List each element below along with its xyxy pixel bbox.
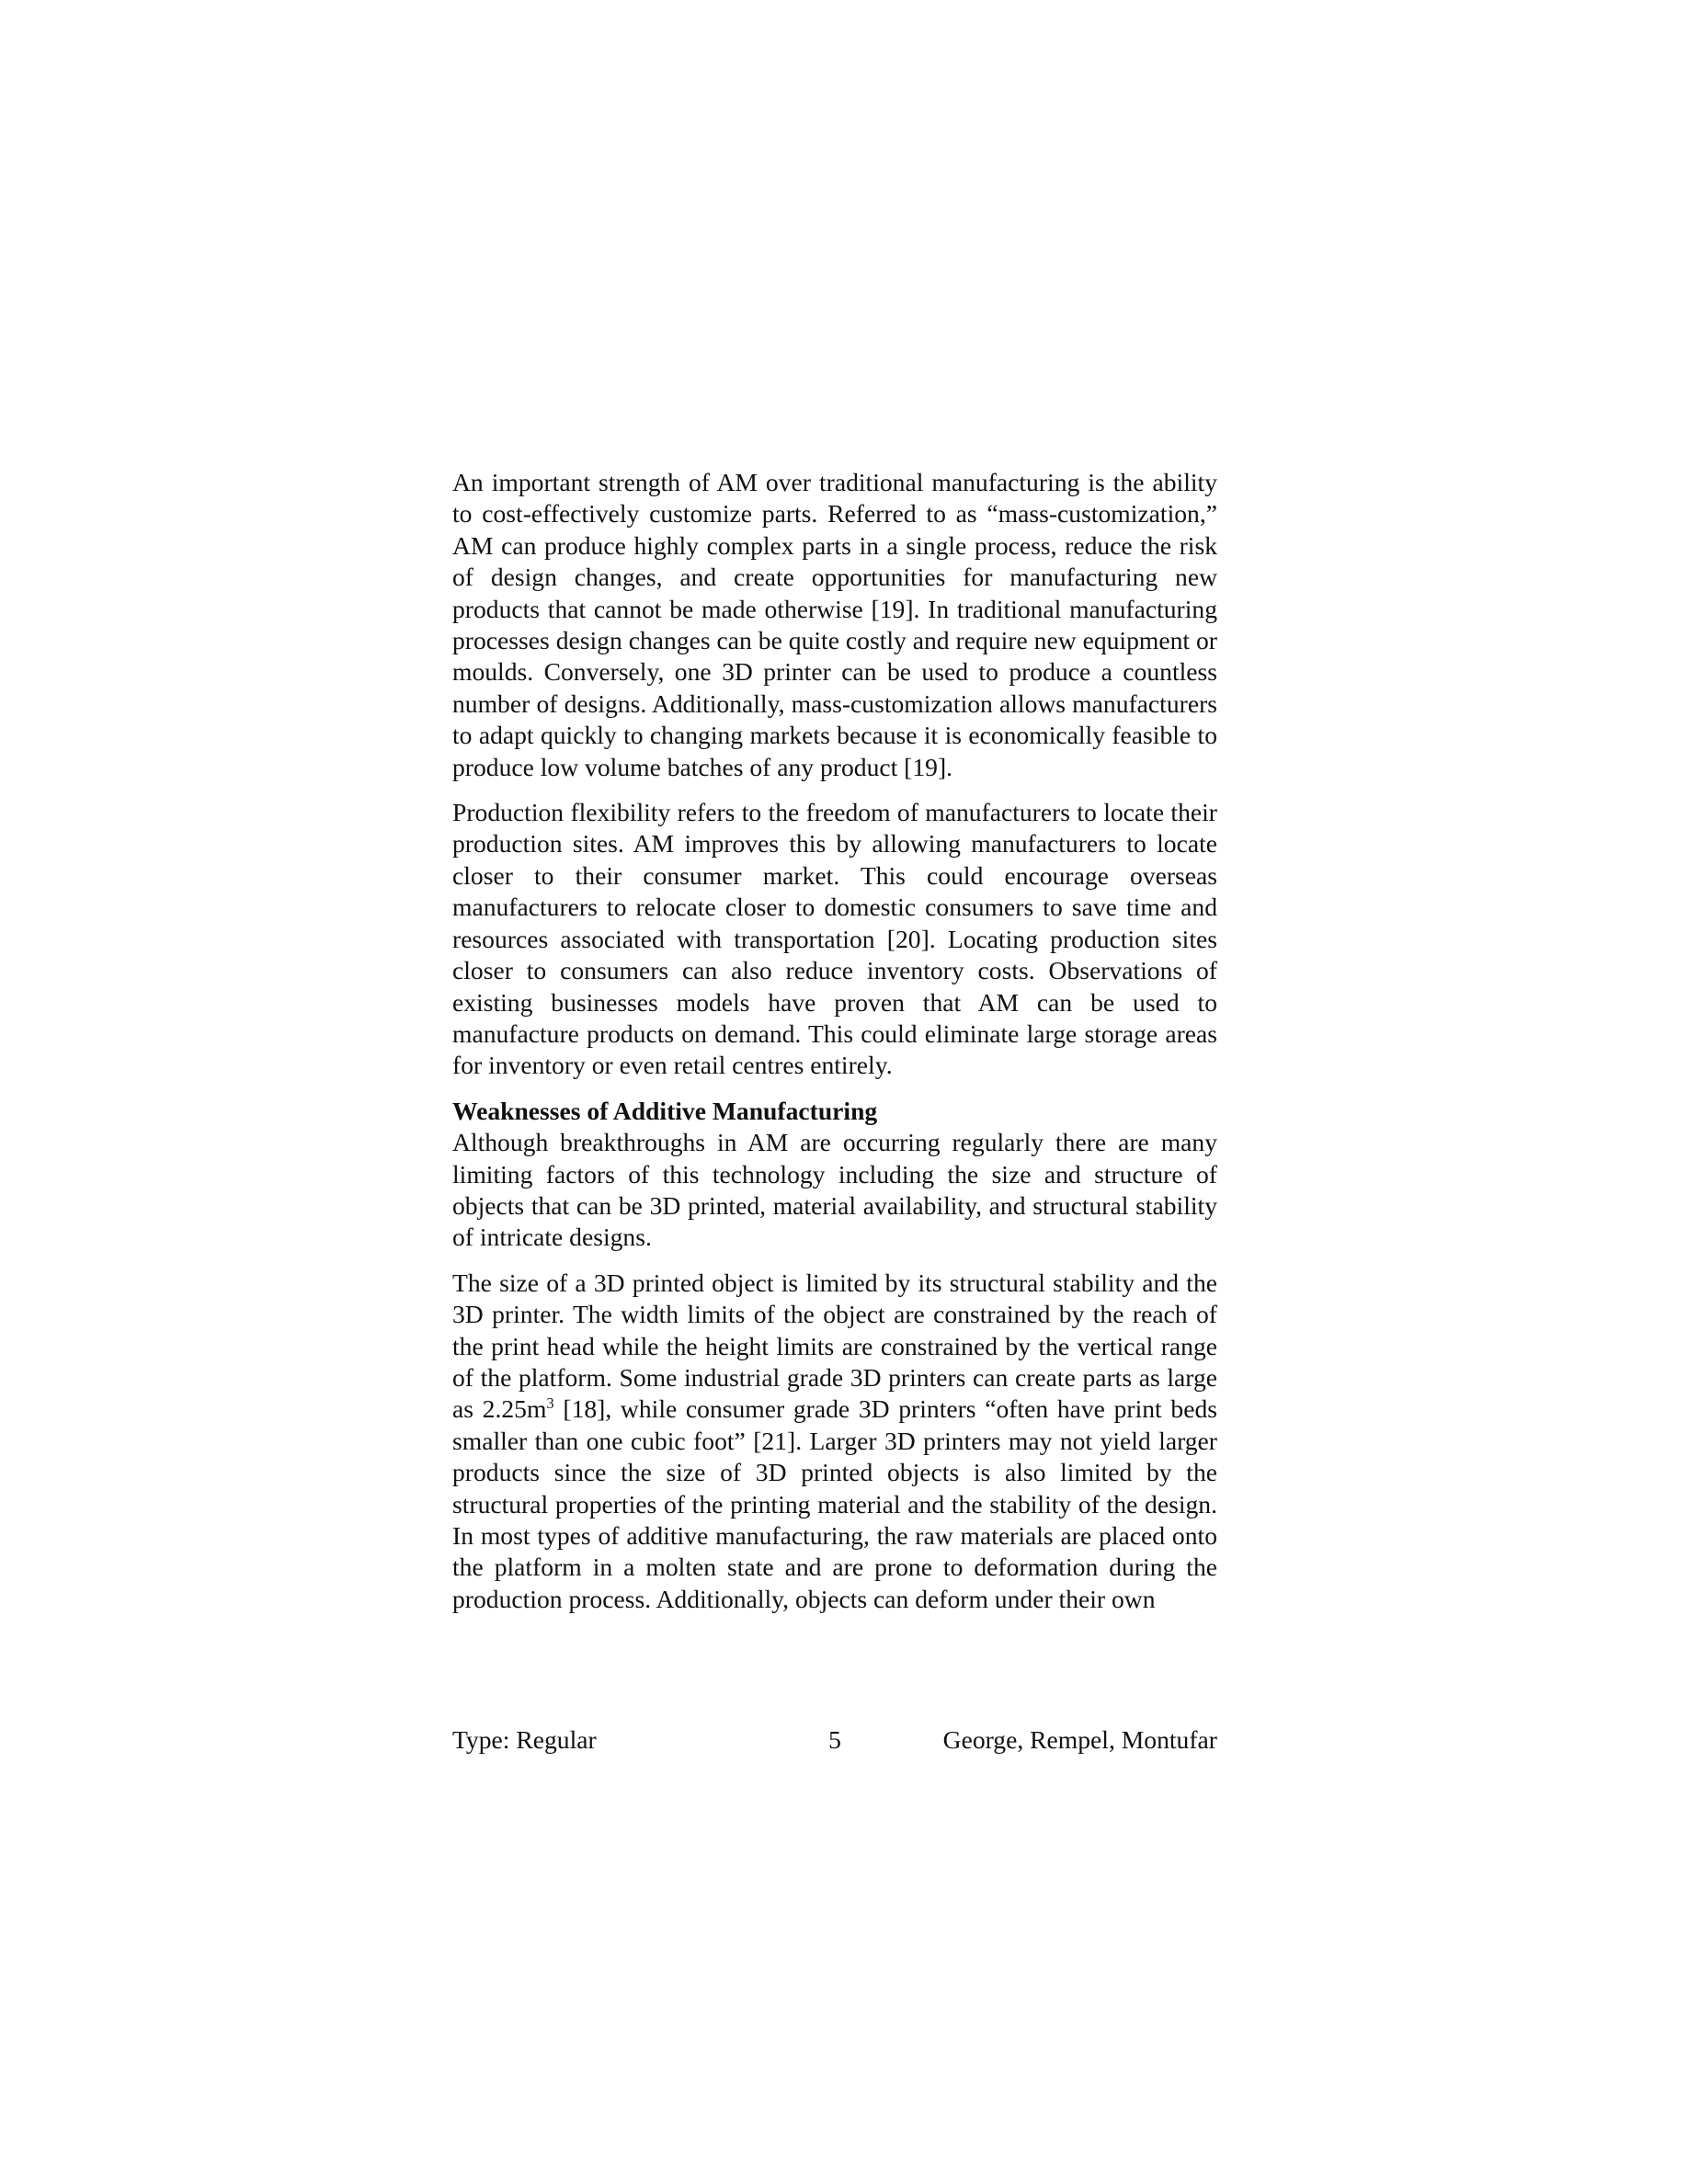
paragraph-size-limits-part1: The size of a 3D printed object is limited by its structural stability and the 3D printer. The width limits of the object are constrained by the reach of the print head while the height limits are constrained by the vertical range of the platform. Some industrial grade 3D printers can create parts as large as 2.25m xyxy=(452,1268,1217,1424)
footer-authors: George, Rempel, Montufar xyxy=(942,1725,1217,1754)
body-text xyxy=(452,467,1217,1629)
superscript-cubed: 3 xyxy=(546,1394,554,1413)
page-footer xyxy=(452,1724,1217,1761)
paragraph-size-limits-part2: [18], while consumer grade 3D printers “often have print beds smaller than one cubic foot” [21]. Larger 3D printers may not yield larger products since the size of 3D printed objects is also limited by the structural properties of the printing material and the stability of the design. In most types of additive manufacturing, the raw materials are placed onto the platform in a molten state and are prone to deformation during the production process. Additionally, objects can deform under their own xyxy=(452,1394,1217,1613)
paragraph-size-limits xyxy=(452,1268,1217,1615)
footer-page-number: 5 xyxy=(828,1725,841,1754)
paragraph-limiting-factors: Although breakthroughs in AM are occurring regularly there are many limiting factors of this technology including the size and structure of objects that can be 3D printed, material availability, and structural stability of intricate designs. xyxy=(452,1128,1217,1252)
footer-type-label: Type: Regular xyxy=(452,1725,597,1754)
section-heading-weaknesses: Weaknesses of Additive Manufacturing xyxy=(452,1096,878,1125)
paragraph-production-flexibility: Production flexibility refers to the freedom of manufacturers to locate their production sites. AM improves this by allowing manufacturers to locate closer to their consumer market. This could encourage overseas manufacturers to relocate closer to domestic consumers to save time and resources associated with transportation [20]. Locating production sites closer to consumers can also reduce inventory costs. Observations of existing businesses models have proven that AM can be used to manufacture products on demand. This could eliminate large storage areas for inventory or even retail centres entirely. xyxy=(452,798,1217,1080)
paragraph-mass-customization: An important strength of AM over traditional manufacturing is the ability to cost-effectively customize parts. Referred to as “mass-customization,” AM can produce highly complex parts in a single process, reduce the risk of design changes, and create opportunities for manufacturing new products that cannot be made otherwise [19]. In traditional manufacturing processes design changes can be quite costly and require new equipment or moulds. Conversely, one 3D printer can be used to produce a countless number of designs. Additionally, mass-customization allows manufacturers to adapt quickly to changing markets because it is economically feasible to produce low volume batches of any product [19]. xyxy=(452,468,1217,781)
